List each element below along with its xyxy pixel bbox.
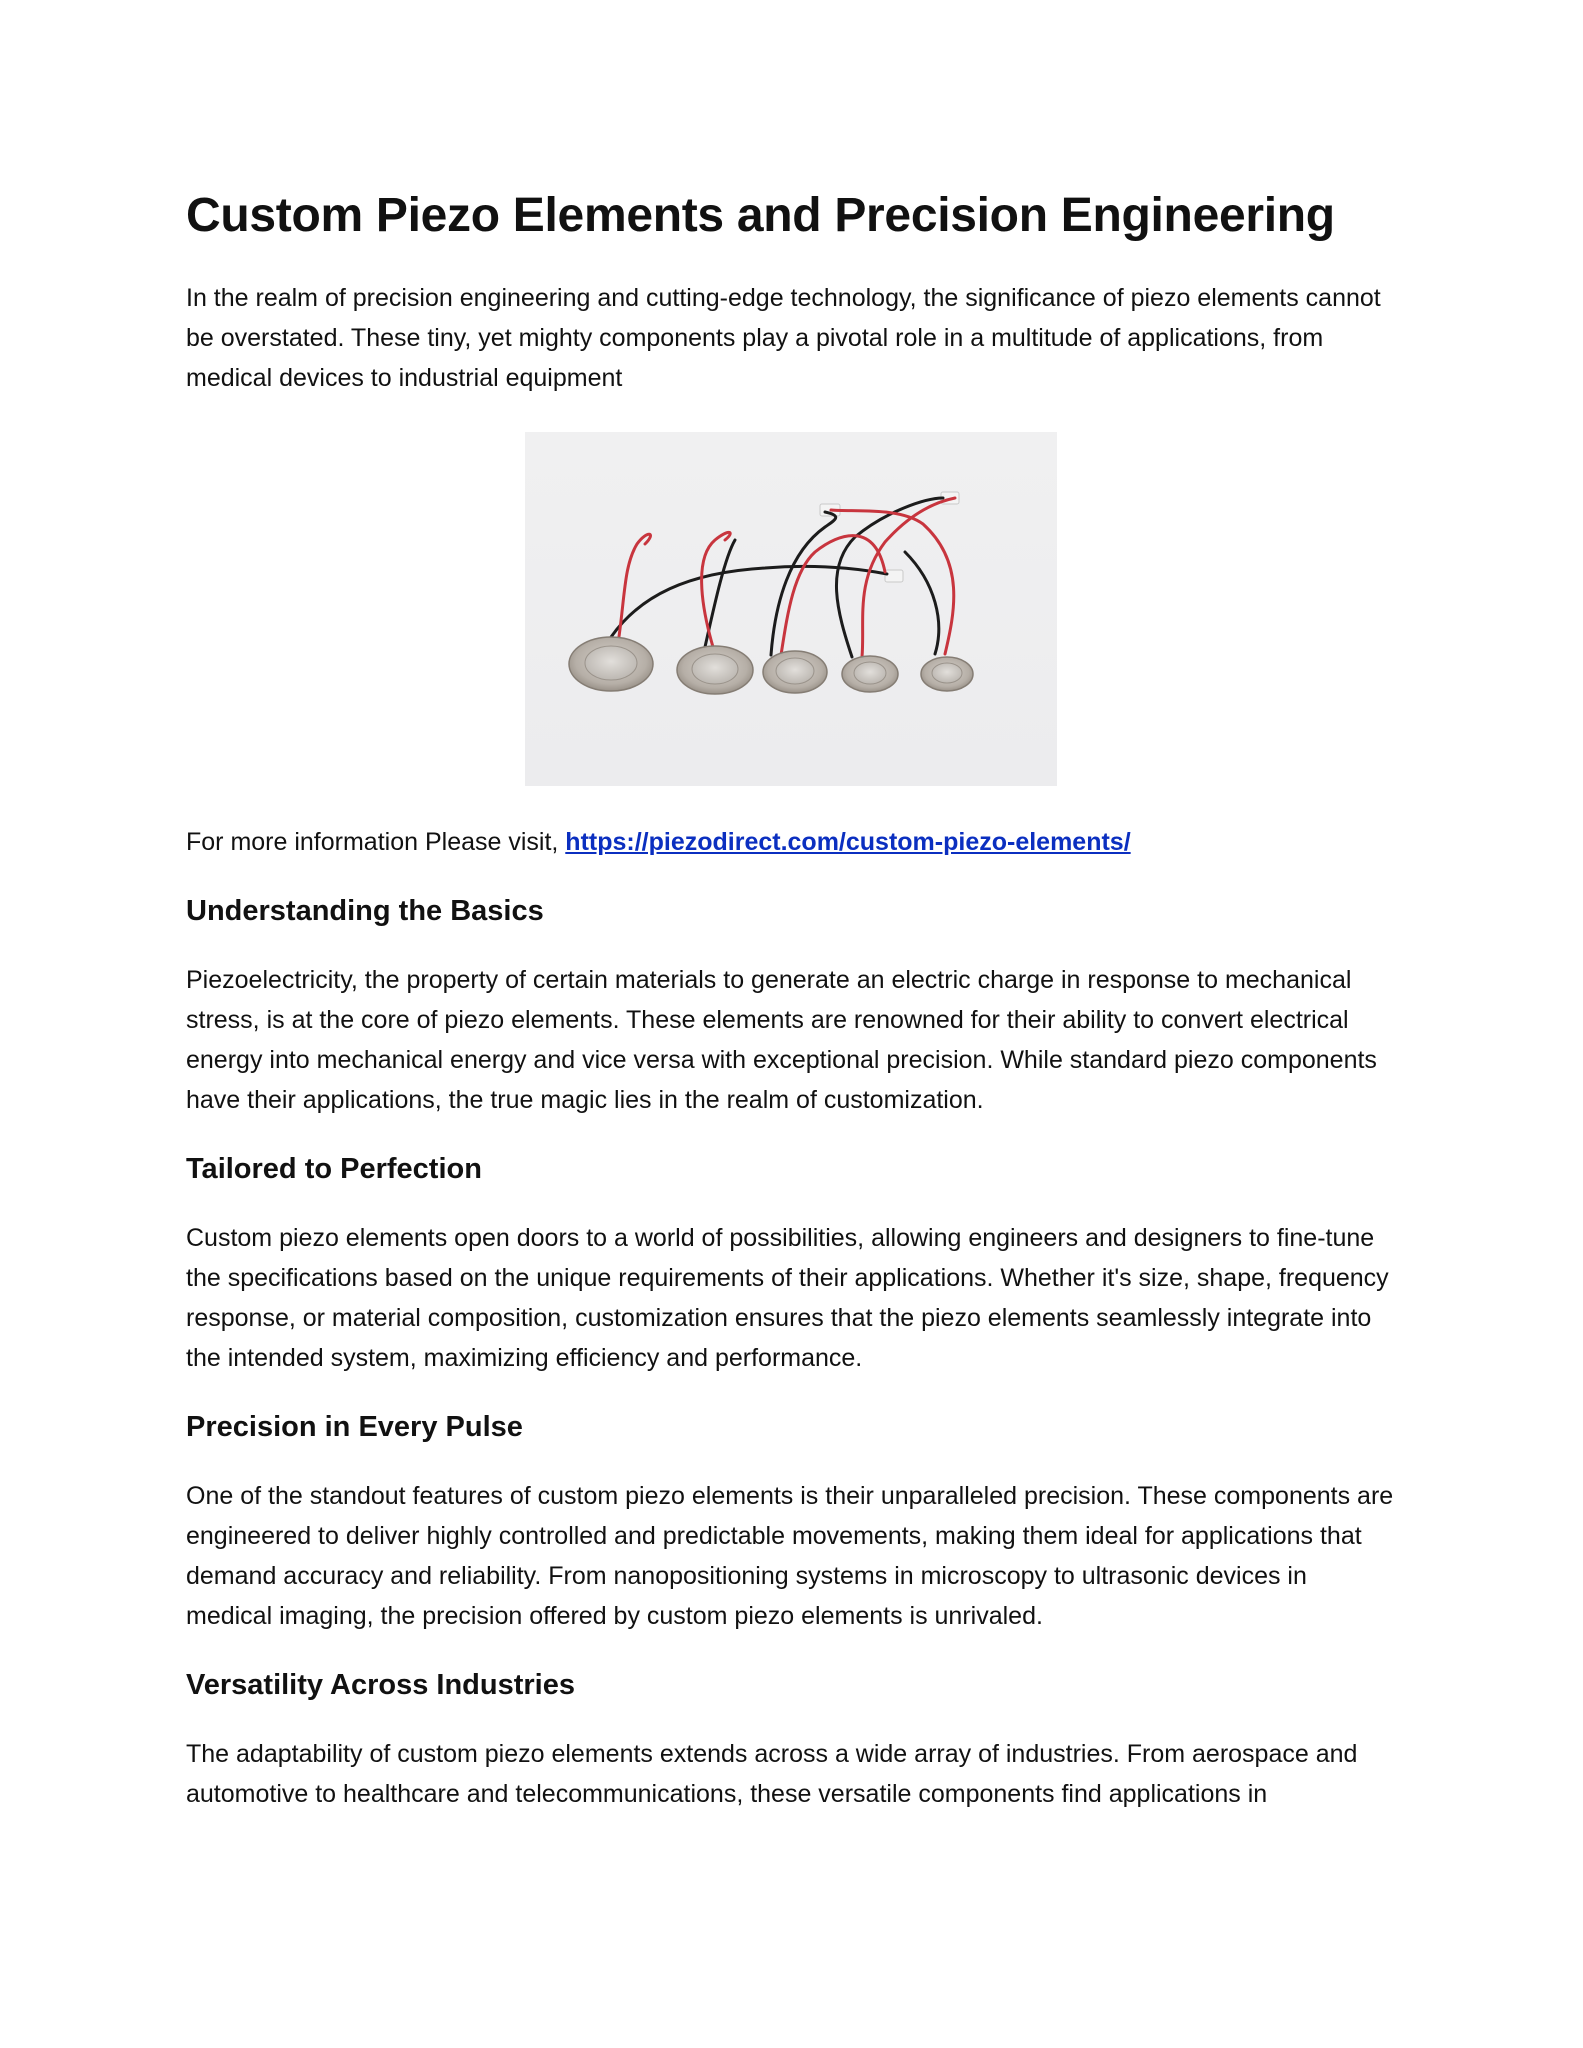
section-heading-basics: Understanding the Basics [186, 895, 544, 927]
intro-paragraph: In the realm of precision engineering and cutting-edge technology, the significance of piezo elements cannot be overstated. These tiny, yet mighty components play a pivotal role in a multitude of applications, from medical devices to industrial equipment [186, 284, 1381, 392]
document-title: Custom Piezo Elements and Precision Engineering [186, 189, 1335, 242]
section-body-versatility: The adaptability of custom piezo elements extends across a wide array of industries. From aerospace and automotive to healthcare and telecommunications, these versatile components find applications in [186, 1740, 1358, 1808]
section-heading-versatility: Versatility Across Industries [186, 1669, 575, 1701]
visit-line [186, 822, 1396, 862]
section-body-precision: One of the standout features of custom piezo elements is their unparalleled precision. These components are engineered to deliver highly controlled and predictable movements, making them ideal for applications that demand accuracy and reliability. From nanopositioning systems in microscopy to ultrasonic devices in medical imaging, the precision offered by custom piezo elements is unrivaled. [186, 1482, 1394, 1630]
figure-container [186, 432, 1396, 786]
section-heading-precision: Precision in Every Pulse [186, 1411, 523, 1443]
disc-1 [569, 637, 653, 691]
piezo-discs-illustration [525, 432, 1057, 786]
piezo-discs-photo [525, 432, 1057, 786]
disc-5 [921, 657, 973, 691]
disc-2 [677, 646, 753, 694]
piezodirect-link[interactable]: https://piezodirect.com/custom-piezo-elements/ [565, 828, 1131, 856]
visit-prefix: For more information Please visit, [186, 828, 566, 856]
section-heading-tailored: Tailored to Perfection [186, 1153, 482, 1185]
disc-4 [842, 656, 898, 692]
document-content [186, 186, 1396, 1814]
section-body-tailored: Custom piezo elements open doors to a world of possibilities, allowing engineers and designers to fine-tune the specifications based on the unique requirements of their applications. Whether it's size, shape, frequency response, or material composition, customization ensures that the piezo elements seamlessly integrate into the intended system, maximizing efficiency and performance. [186, 1224, 1389, 1372]
disc-3 [763, 651, 827, 693]
section-body-basics: Piezoelectricity, the property of certain materials to generate an electric charge in response to mechanical stress, is at the core of piezo elements. These elements are renowned for their ability to convert electrical energy into mechanical energy and vice versa with exceptional precision. While standard piezo components have their applications, the true magic lies in the realm of customization. [186, 966, 1377, 1114]
